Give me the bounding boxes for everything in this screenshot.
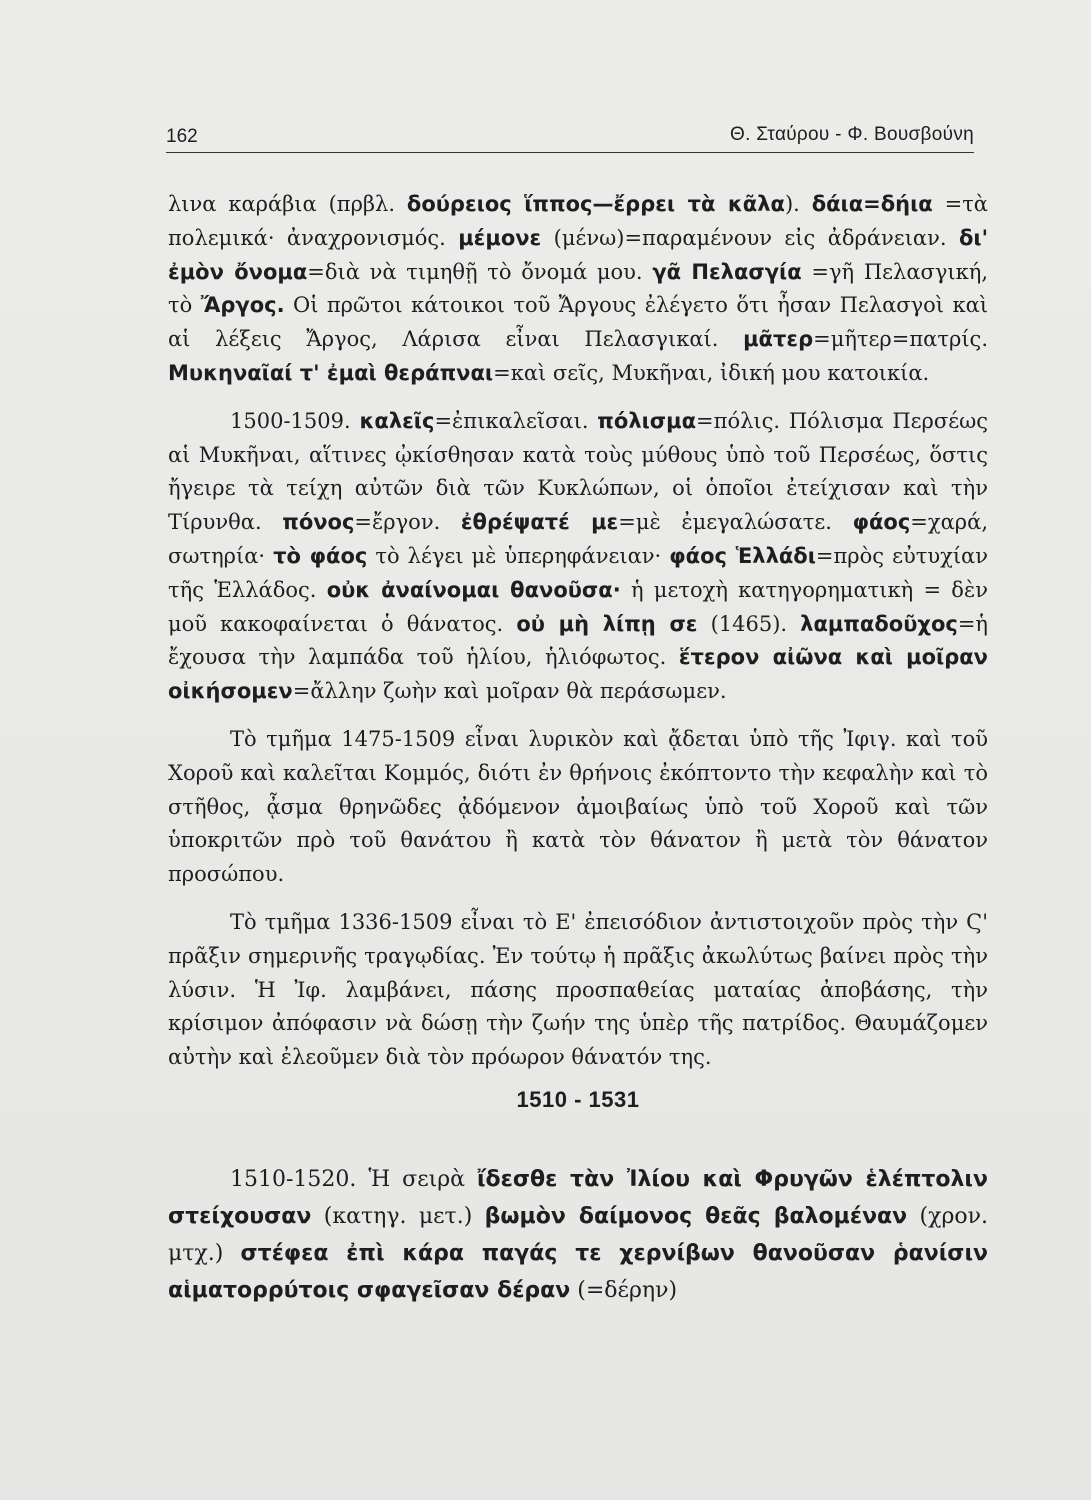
bold-term: ἐθρέψατέ με (460, 510, 619, 535)
bold-term: τὸ φάος (273, 543, 368, 568)
page-header (166, 118, 974, 153)
text-run: =χαρά, σωτηρία· (168, 510, 989, 568)
text-run: 1500-1509. (230, 408, 360, 433)
bold-term: δούρειος ἵππος—ἔρρει τὰ κᾶλα (406, 192, 785, 216)
bold-term: γᾶ Πελασγία (652, 259, 802, 284)
text-run: Οἱ πρῶτοι κάτοικοι τοῦ Ἄργους ἐλέγετο ὅτι ἦσαν Πελασγοὶ καὶ αἱ λέξεις Ἄργος, Λάρισα εἶναι Πελασγικαί. (168, 293, 989, 352)
paragraph-3 (168, 723, 988, 892)
text-run: (μένω)=παραμένουν εἰς ἀδράνειαν. (541, 225, 959, 250)
bold-term: ἴδεσθε τὰν Ἰλίου καὶ Φρυγῶν ἑλέπτολιν στείχουσαν (168, 1166, 988, 1229)
text-run: (κατηγ. μετ.) (311, 1203, 485, 1229)
bold-term: βωμὸν δαίμονος θεᾶς βαλομέναν (484, 1203, 908, 1229)
bold-term: φάος (852, 510, 911, 535)
body-text (168, 188, 988, 1309)
text-run: =μῆτερ=πατρίς. (813, 327, 988, 352)
bold-term: Ἄργος. (200, 293, 285, 318)
text-run: λινα καράβια (πρβλ. (168, 192, 407, 216)
bold-term: ἕτερον αἰῶνα καὶ μοῖραν οἰκήσομεν (168, 645, 988, 704)
bold-term: μᾶτερ (743, 327, 814, 352)
bold-term: πόλισμα (597, 408, 697, 433)
paragraph-5 (168, 1161, 988, 1309)
text-run: Τὸ τμῆμα 1336-1509 εἶναι τὸ Ε' ἐπεισόδιον ἀντιστοιχοῦν πρὸς τὴν Ϛ' πρᾶξιν σημερινῆς τραγῳδίας. Ἐν τούτῳ ἡ πρᾶξις ἀκωλύτως βαίνει πρὸς τὴν λύσιν. Ἡ Ἰφ. λαμβάνει, πάσης προσπαθείας ματαίας ἀποβάσης, τὴν κρίσιμον ἀπόφασιν νὰ δώσῃ τὴν ζωήν της ὑπὲρ τῆς πατρίδος. Θαυμάζομεν αὐτὴν καὶ ἐλεοῦμεν διὰ τὸν πρόωρον θάνατόν της. (168, 909, 988, 1070)
text-run: =καὶ σεῖς, Μυκῆναι, ἰδική μου κατοικία. (493, 360, 930, 385)
paragraph-1 (168, 188, 988, 391)
text-run: ἡ μετοχὴ κατηγορηματικὴ = δὲν μοῦ κακοφαίνεται ὁ θάνατος. (168, 577, 988, 636)
paragraph-4 (168, 906, 988, 1075)
text-run: =γῆ Πελασγική, τὸ (168, 259, 989, 318)
text-run: =μὲ ἐμεγαλώσατε. (618, 510, 853, 535)
page-number: 162 (166, 126, 198, 147)
text-run: =ἔργον. (354, 510, 461, 535)
text-run: =πόλις. Πόλισμα Περσέως αἱ Μυκῆναι, αἵτινες ᾠκίσθησαν κατὰ τοὺς μύθους ὑπὸ τοῦ Περσέως, ὅστις ἤγειρε τὰ τείχη αὐτῶν διὰ τῶν Κυκλώπων, οἱ ὁποῖοι ἐτείχισαν καὶ τὴν Τίρυνθα. (168, 408, 988, 535)
bold-term: φάος Ἑλλάδι (669, 543, 816, 568)
text-run: 1510-1520. Ἡ σειρὰ (230, 1166, 477, 1192)
bold-term: στέφεα ἐπὶ κάρα παγάς τε χερνίβων θανοῦσαν ῥανίσιν αἱματορρύτοις σφαγεῖσαν δέραν (168, 1240, 988, 1303)
text-run: =πρὸς εὐτυχίαν τῆς Ἑλλάδος. (168, 543, 989, 602)
text-run: =ἐπικαλεῖσαι. (434, 408, 598, 433)
bold-term: οὐκ ἀναίνομαι θανοῦσα· (326, 577, 621, 602)
text-run: =ἄλλην ζωὴν καὶ μοῖραν θὰ περάσωμεν. (292, 679, 727, 704)
text-run: τὸ λέγει μὲ ὑπερηφάνειαν· (367, 543, 670, 568)
bold-term: μέμονε (458, 225, 542, 250)
paragraph-2 (168, 405, 988, 709)
text-run: (χρον. μτχ.) (168, 1203, 988, 1266)
bold-term: Μυκηναῖαί τ' ἐμαὶ θεράπναι (168, 360, 494, 385)
text-run: =ἡ ἔχουσα τὴν λαμπάδα τοῦ ἡλίου, ἡλιόφωτος. (168, 611, 989, 670)
bold-term: πόνος (282, 510, 355, 535)
text-run: (=δέρην) (570, 1277, 678, 1303)
bold-term: καλεῖς (359, 408, 435, 433)
text-run: Τὸ τμῆμα 1475-1509 εἶναι λυρικὸν καὶ ᾄδεται ὑπὸ τῆς Ἰφιγ. καὶ τοῦ Χοροῦ καὶ καλεῖται Κομμός, διότι ἐν θρήνοις ἐκόπτοντο τὴν κεφαλὴν καὶ τὸ στῆθος, ᾆσμα θρηνῶδες ᾀδόμενον ἀμοιβαίως ὑπὸ τοῦ Χοροῦ καὶ τῶν ὑποκριτῶν πρὸ τοῦ θανάτου ἢ κατὰ τὸν θάνατον ἢ μετὰ τὸν θάνατον προσώπου. (168, 726, 988, 887)
section-heading: 1510 - 1531 (516, 1086, 640, 1112)
bold-term: λαμπαδοῦχος (800, 611, 958, 636)
bold-term: οὐ μὴ λίπῃ σε (516, 611, 698, 636)
text-run: =τὰ πολεμικά· ἀναχρονισμός. (168, 192, 988, 250)
text-run: (1465). (697, 611, 801, 636)
bold-term: δι' ἐμὸν ὄνομα (168, 225, 988, 284)
text-run: =διὰ νὰ τιμηθῇ τὸ ὄνομά μου. (307, 259, 653, 284)
text-run: ). (784, 192, 812, 216)
bold-term: δάια=δήια (811, 192, 933, 216)
running-title: Θ. Σταύρου - Φ. Βουσβούνη (730, 124, 974, 145)
